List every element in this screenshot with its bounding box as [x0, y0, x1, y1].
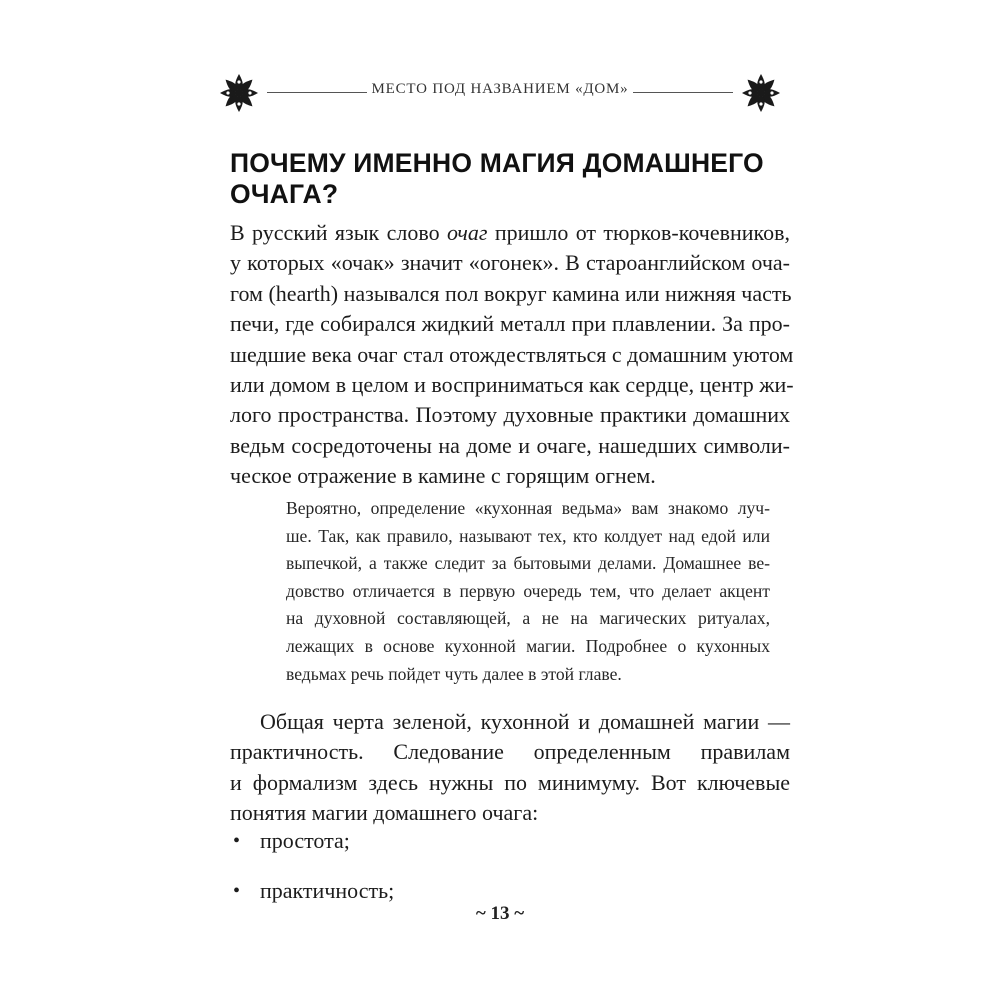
- paragraph-line: или домом в целом и восприниматься как сердце, центр жи-: [230, 372, 794, 398]
- note-line: Вероятно, определение «кухонная ведьма» вам знакомо луч-: [286, 498, 770, 518]
- star-anise-icon: [218, 72, 260, 114]
- bullet-icon: •: [233, 880, 241, 902]
- running-header: [210, 70, 790, 110]
- paragraph-line: и формализм здесь нужны по минимуму. Вот ключевые: [230, 769, 790, 795]
- star-anise-icon: [740, 72, 782, 114]
- note-line: на духовной составляющей, а не на магических ритуалах,: [286, 608, 770, 629]
- list-item: [230, 826, 790, 856]
- paragraph-line: [230, 218, 790, 248]
- italic-term: очаг: [446, 220, 488, 245]
- paragraph-line: ведьм сосредоточены на доме и очаге, нашедших символи-: [230, 432, 790, 458]
- note-line: выпечкой, а также следит за бытовыми делами. Домашнее ве-: [286, 553, 770, 574]
- section-heading: [230, 148, 790, 210]
- page-number: ~ 13 ~: [475, 903, 525, 924]
- bullet-icon: •: [233, 830, 241, 852]
- running-header-title: МЕСТО ПОД НАЗВАНИЕМ «ДОМ»: [371, 81, 629, 97]
- header-rule-right: [633, 92, 733, 93]
- heading-line: ОЧАГА?: [230, 179, 339, 209]
- inset-note: [286, 495, 770, 688]
- paragraph-line: практичность. Следование определенным правилам: [230, 739, 790, 765]
- paragraph-line: печи, где собирался жидкий металл при плавлении. За про-: [230, 311, 790, 337]
- note-line: довство отличается в первую очередь тем, что делает акцент: [286, 580, 770, 601]
- note-line: ведьмах речь пойдет чуть далее в этой главе.: [286, 663, 622, 684]
- paragraph-line: Общая черта зеленой, кухонной и домашней магии —: [260, 709, 790, 734]
- paragraph-line: гом (hearth) назывался пол вокруг камина или нижняя часть: [230, 280, 792, 306]
- list-item-text: практичность;: [260, 878, 395, 903]
- list-item-text: простота;: [260, 828, 350, 853]
- paragraph-hearth-etymology: [230, 218, 794, 492]
- note-line: лежащих в основе кухонной магии. Подробнее о кухонных: [286, 635, 770, 656]
- text-run: пришло от тюрков-кочевников,: [487, 220, 790, 245]
- list-item: [230, 876, 790, 906]
- paragraph-line: шедшие века очаг стал отождествляться с домашним уютом: [230, 341, 794, 367]
- paragraph-line: ческое отражение в камине с горящим огнем.: [230, 463, 656, 489]
- text-run: В русский язык слово: [230, 220, 447, 245]
- heading-line: ПОЧЕМУ ИМЕННО МАГИЯ ДОМАШНЕГО: [230, 148, 764, 178]
- note-line: ше. Так, как правило, называют тех, кто колдует над едой или: [286, 525, 770, 546]
- header-rule-left: [267, 92, 367, 93]
- paragraph-line: лого пространства. Поэтому духовные практики домашних: [230, 402, 790, 428]
- paragraph-line: у которых «очак» значит «огонек». В староанглийском оча-: [230, 250, 790, 276]
- paragraph-common-trait: [230, 707, 790, 829]
- paragraph-line: понятия магии домашнего очага:: [230, 800, 539, 826]
